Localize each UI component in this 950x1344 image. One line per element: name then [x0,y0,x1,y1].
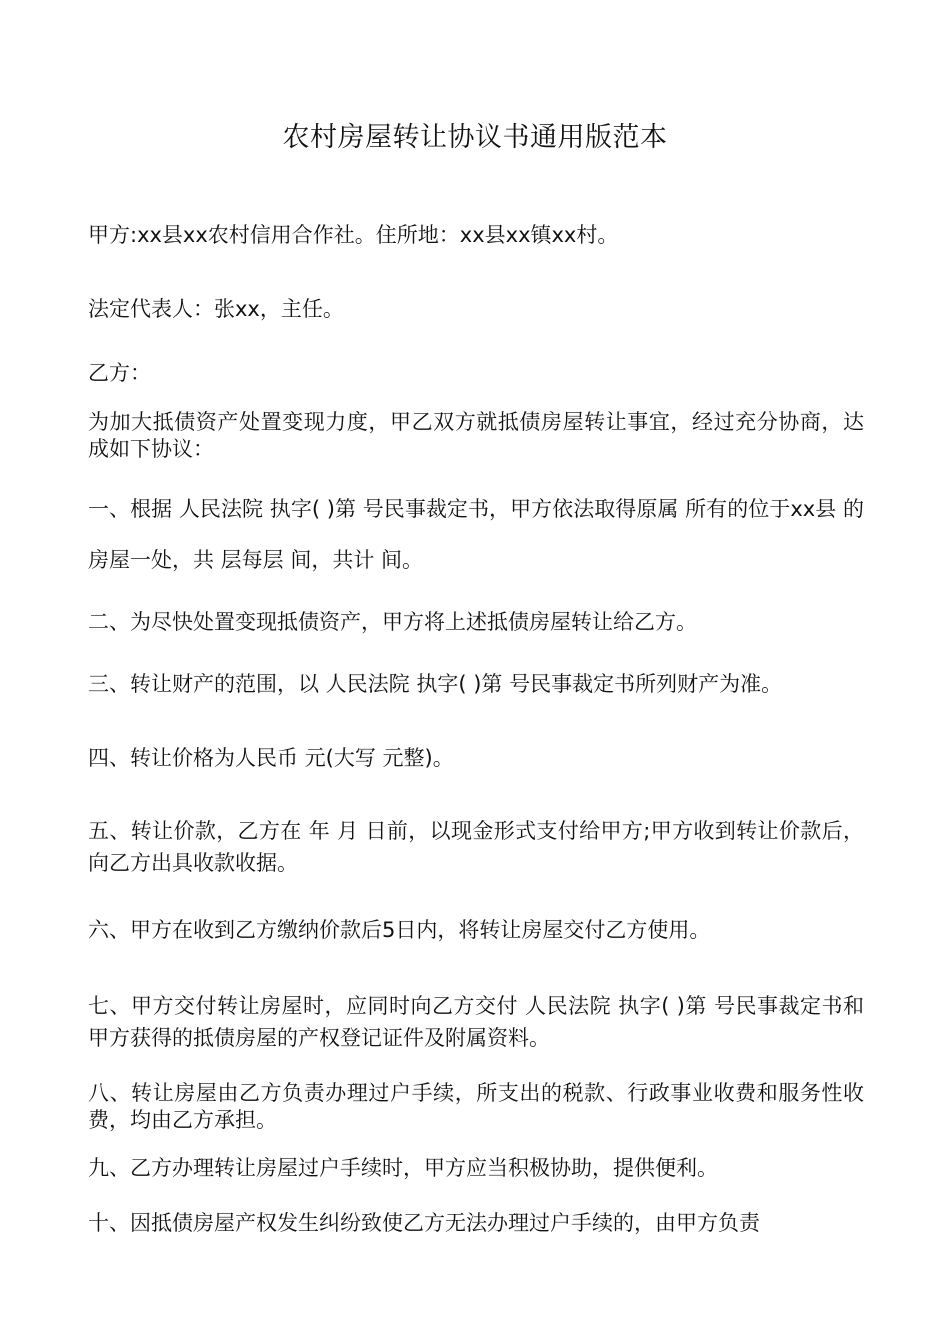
paragraph-party-a: 甲方:xx县xx农村信用合作社。住所地：xx县xx镇xx村。 [88,223,619,247]
paragraph-clause-3: 三、转让财产的范围，以 人民法院 执字( )第 号民事裁定书所列财产为准。 [88,672,783,696]
paragraph-clause-4: 四、转让价格为人民币 元(大写 元整)。 [88,746,454,770]
paragraph-legal-representative: 法定代表人：张xx，主任。 [88,297,344,321]
paragraph-clause-1: 一、根据 人民法院 执字( )第 号民事裁定书，甲方依法取得原属 所有的位于xx县 的 房屋一处，共 层每层 间，共计 间。 [88,497,864,572]
paragraph-party-b: 乙方： [88,361,151,385]
document-title: 农村房屋转让协议书通用版范本 [282,122,668,153]
paragraph-clause-8: 八、转让房屋由乙方负责办理过户手续，所支出的税款、行政事业收费和服务性收费，均由乙方承担。 [88,1081,864,1132]
paragraph-clause-9: 九、乙方办理转让房屋过户手续时，甲方应当积极协助，提供便利。 [88,1156,718,1180]
paragraph-clause-2: 二、为尽快处置变现抵债资产，甲方将上述抵债房屋转让给乙方。 [88,610,697,634]
paragraph-preamble: 为加大抵债资产处置变现力度，甲乙双方就抵债房屋转让事宜，经过充分协商，达成如下协议： [88,410,864,461]
paragraph-clause-6: 六、甲方在收到乙方缴纳价款后5日内，将转让房屋交付乙方使用。 [88,918,711,942]
paragraph-clause-10: 十、因抵债房屋产权发生纠纷致使乙方无法办理过户手续的，由甲方负责 [88,1211,760,1235]
paragraph-clause-7: 七、甲方交付转让房屋时，应同时向乙方交付 人民法院 执字( )第 号民事裁定书和甲方获得的抵债房屋的产权登记证件及附属资料。 [88,994,864,1050]
paragraph-clause-5: 五、转让价款，乙方在 年 月 日前，以现金形式支付给甲方;甲方收到转让价款后，向乙方出具收款收据。 [88,819,864,875]
